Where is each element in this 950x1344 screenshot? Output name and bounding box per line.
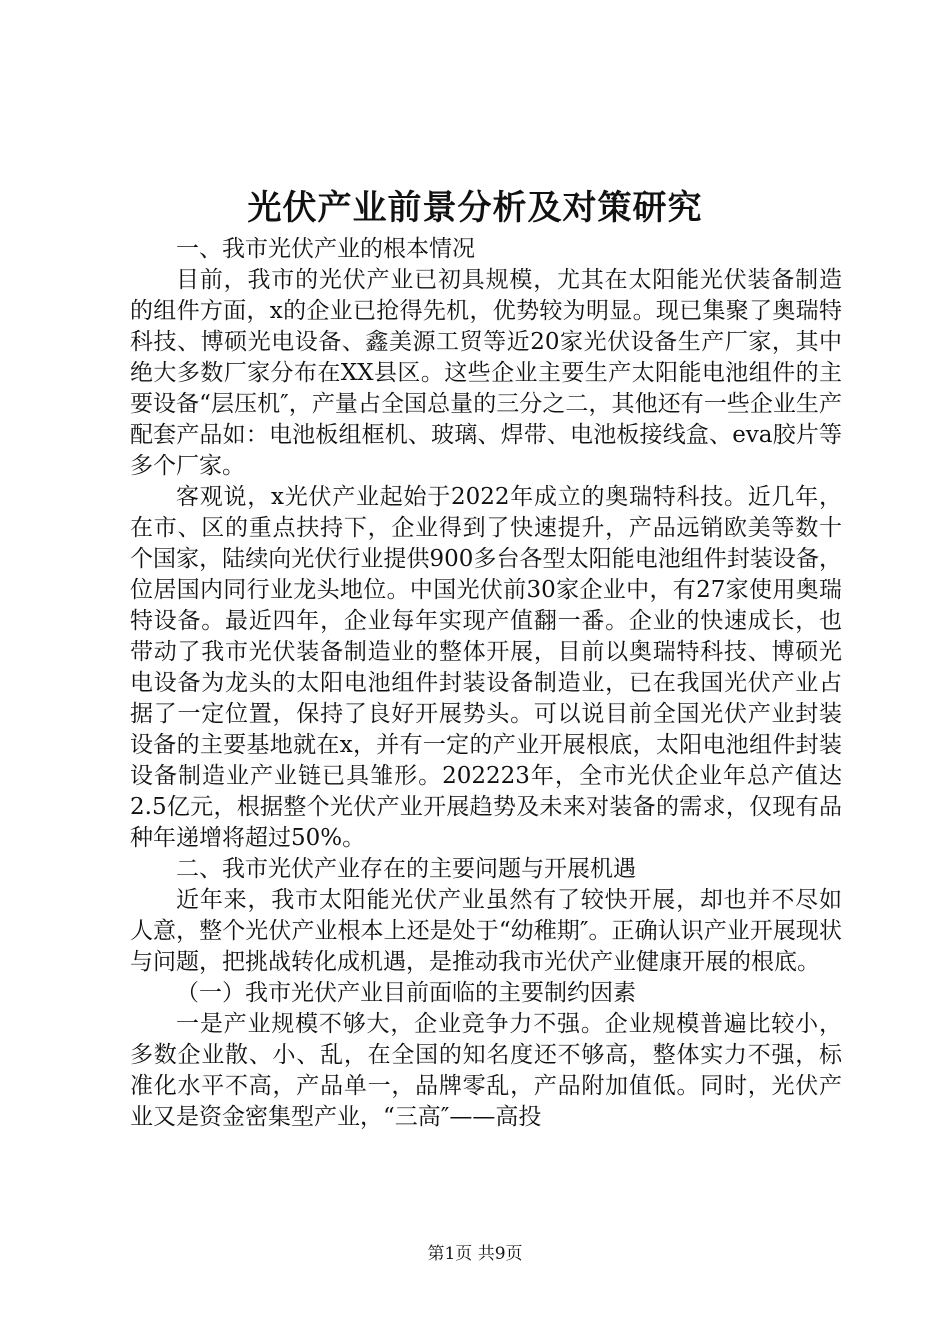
page-footer: 第1页 共9页 <box>427 1244 523 1264</box>
section-heading-1: 一、我市光伏产业的根本情况 <box>176 236 475 262</box>
paragraph-current-status: 目前，我市的光伏产业已初具规模，尤其在太阳能光伏装备制造的组件方面，x的企业已抢得先机，优势较为明显。现已集聚了奥瑞特科技、博硕光电设备、鑫美源工贸等近20家光伏设备生产厂家，其中绝大多数厂家分布在XX县区。这些企业主要生产太阳能电池组件的主要设备“层压机″，产量占全国总量的三分之二，其他还有一些企业生产配套产品如：电池板组框机、玻璃、焊带、电池板接线盒、eva胶片等多个厂家。 <box>130 267 842 479</box>
document-title: 光伏产业前景分析及对策研究 <box>247 188 703 228</box>
subsection-heading-1: （一）我市光伏产业目前面临的主要制约因素 <box>176 980 636 1006</box>
paragraph-scale-issue: 一是产业规模不够大，企业竞争力不强。企业规模普遍比较小，多数企业散、小、乱，在全国的知名度还不够高，整体实力不强，标准化水平不高，产品单一，品牌零乱，产品附加值低。同时，光伏产业又是资金密集型产业，“三高″——高投 <box>130 1011 842 1130</box>
paragraph-problems-intro: 近年来，我市太阳能光伏产业虽然有了较快开展，却也并不尽如人意，整个光伏产业根本上还是处于“幼稚期″。正确认识产业开展现状与问题，把挑战转化成机遇，是推动我市光伏产业健康开展的根底。 <box>130 887 842 975</box>
section-heading-2: 二、我市光伏产业存在的主要问题与开展机遇 <box>176 856 636 882</box>
document-body <box>130 234 842 1133</box>
paragraph-history: 客观说，x光伏产业起始于2022年成立的奥瑞特科技。近几年，在市、区的重点扶持下，企业得到了快速提升，产品远销欧美等数十个国家，陆续向光伏行业提供900多台各型太阳能电池组件封装设备，位居国内同行业龙头地位。中国光伏前30家企业中，有27家使用奥瑞特设备。最近四年，企业每年实现产值翻一番。企业的快速成长，也带动了我市光伏装备制造业的整体开展，目前以奥瑞特科技、博硕光电设备为龙头的太阳电池组件封装设备制造业，已在我国光伏产业占据了一定位置，保持了良好开展势头。可以说目前全国光伏产业封装设备的主要基地就在x，并有一定的产业开展根底，太阳电池组件封装设备制造业产业链已具雏形。202223年，全市光伏企业年总产值达2.5亿元，根据整个光伏产业开展趋势及未来对装备的需求，仅现有品种年递增将超过50%。 <box>130 484 842 851</box>
